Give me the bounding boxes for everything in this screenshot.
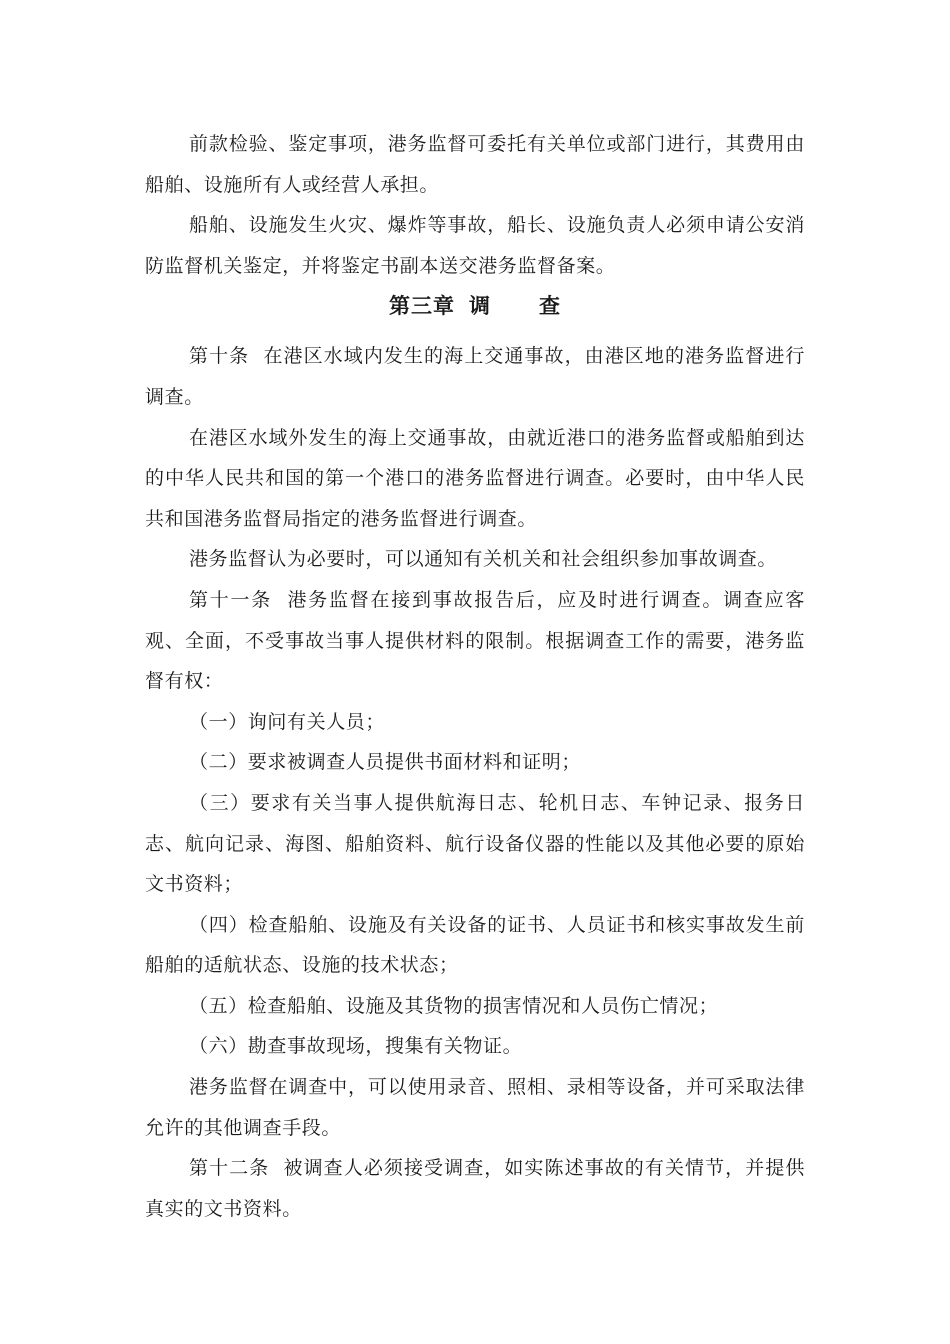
article-10-paragraph-2: 在港区水域外发生的海上交通事故，由就近港口的港务监督或船舶到达的中华人民共和国的第一个港口的港务监督进行调查。必要时，由中华人民共和国港务监督局指定的港务监督进行调查。 bbox=[145, 426, 805, 530]
article-11-item-1: （一）询问有关人员； bbox=[189, 710, 386, 733]
article-11: 第十一条 港务监督在接到事故报告后，应及时进行调查。调查应客观、全面，不受事故当事人提供材料的限制。根据调查工作的需要，港务监督有权： bbox=[145, 588, 805, 693]
article-10: 第十条 在港区水域内发生的海上交通事故，由港区地的港务监督进行调查。 bbox=[145, 345, 805, 408]
paragraph-fire-explosion: 船舶、设施发生火灾、爆炸等事故，船长、设施负责人必须申请公安消防监督机关鉴定，并将鉴定书副本送交港务监督备案。 bbox=[145, 214, 805, 277]
chapter-number: 第三章 bbox=[389, 293, 455, 319]
article-11-item-3: （三）要求有关当事人提供航海日志、轮机日志、车钟记录、报务日志、航向记录、海图、船舶资料、航行设备仪器的性能以及其他必要的原始文书资料； bbox=[145, 791, 805, 896]
article-12: 第十二条 被调查人必须接受调查，如实陈述事故的有关情节，并提供真实的文书资料。 bbox=[145, 1157, 805, 1220]
article-11-closing: 港务监督在调查中，可以使用录音、照相、录相等设备，并可采取法律允许的其他调查手段。 bbox=[145, 1076, 805, 1139]
article-11-item-2: （二）要求被调查人员提供书面材料和证明； bbox=[189, 751, 582, 774]
document-body bbox=[145, 124, 805, 1229]
article-11-item-6: （六）勘查事故现场，搜集有关物证。 bbox=[189, 1035, 523, 1058]
chapter-heading bbox=[145, 286, 805, 336]
chapter-title-part1: 调 bbox=[469, 293, 491, 319]
chapter-title-part2: 查 bbox=[539, 293, 561, 319]
article-10-paragraph-3: 港务监督认为必要时，可以通知有关机关和社会组织参加事故调查。 bbox=[189, 548, 778, 571]
article-11-item-5: （五）检查船舶、设施及其货物的损害情况和人员伤亡情况； bbox=[189, 994, 719, 1017]
paragraph-inspection-cost: 前款检验、鉴定事项，港务监督可委托有关单位或部门进行，其费用由船舶、设施所有人或经营人承担。 bbox=[145, 133, 805, 196]
article-11-item-4: （四）检查船舶、设施及有关设备的证书、人员证书和核实事故发生前船舶的适航状态、设施的技术状态； bbox=[145, 913, 805, 977]
